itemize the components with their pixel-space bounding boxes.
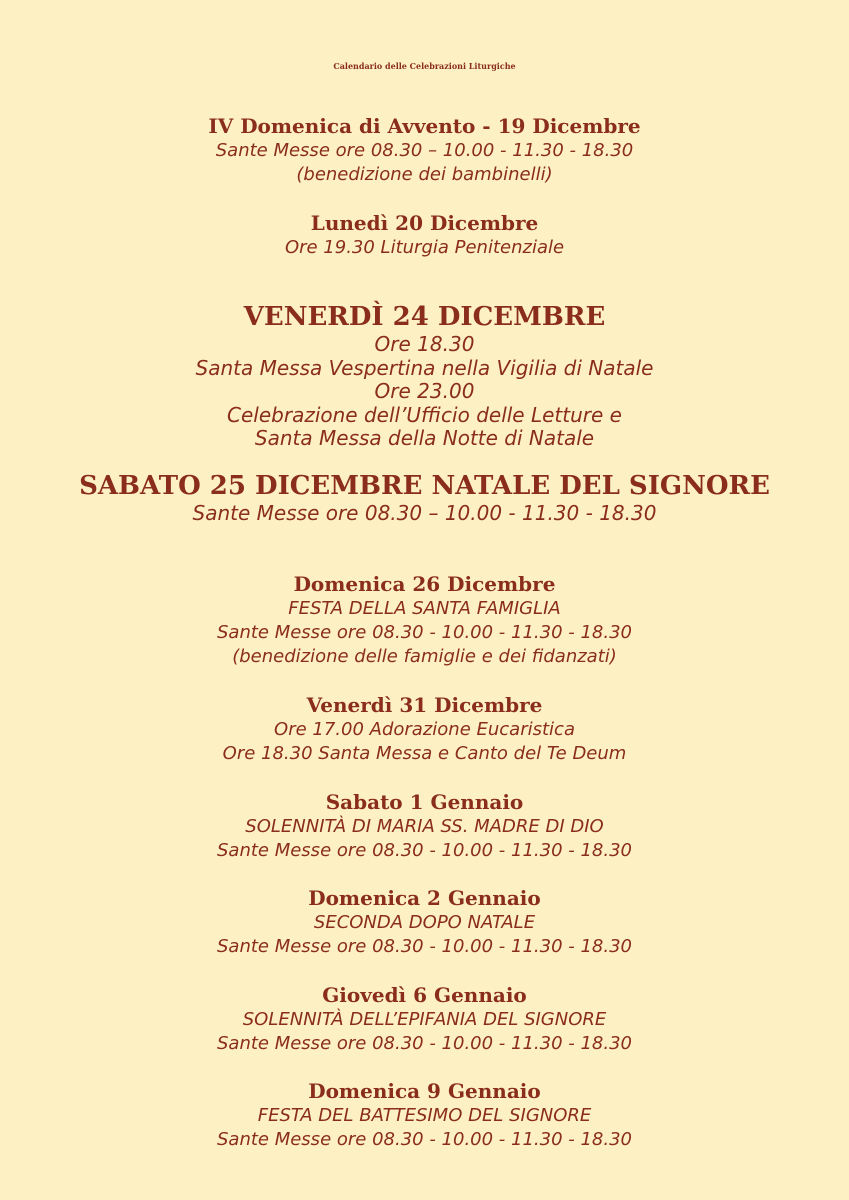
event-line: Santa Messa della Notte di Natale [254,426,595,450]
page-title: Calendario delle Celebrazioni Liturgiche [333,61,516,71]
event-line: Ore 23.00 [374,379,475,403]
event-line: FESTA DELLA SANTA FAMIGLIA [288,598,561,619]
event-block-19-dicembre [0,113,849,187]
event-title: Lunedì 20 Dicembre [310,211,539,235]
event-title: Venerdì 31 Dicembre [306,693,543,717]
event-title: Giovedì 6 Gennaio [322,983,527,1007]
event-block-1-gennaio [0,789,849,863]
event-block-20-dicembre [0,210,849,260]
event-block-6-gennaio [0,982,849,1056]
event-line: Sante Messe ore 08.30 - 10.00 - 11.30 - 18.30 [216,1033,633,1054]
event-line: Sante Messe ore 08.30 – 10.00 - 11.30 - 18.30 [215,140,634,161]
event-block-26-dicembre [0,571,849,669]
event-line: (benedizione dei bambinelli) [296,164,553,185]
event-line: Ore 19.30 Liturgia Penitenziale [284,237,565,258]
event-title: IV Domenica di Avvento - 19 Dicembre [208,114,641,138]
event-line: Sante Messe ore 08.30 - 10.00 - 11.30 - 18.30 [216,840,633,861]
event-line: SOLENNITÀ DELL’EPIFANIA DEL SIGNORE [242,1009,607,1030]
event-title: Domenica 9 Gennaio [308,1079,541,1103]
event-line: Sante Messe ore 08.30 - 10.00 - 11.30 - 18.30 [216,622,633,643]
event-line: Sante Messe ore 08.30 - 10.00 - 11.30 - 18.30 [216,936,633,957]
event-line: FESTA DEL BATTESIMO DEL SIGNORE [257,1105,592,1126]
event-line: Celebrazione dell’Ufficio delle Letture e [227,402,622,427]
event-title: VENERDÌ 24 DICEMBRE [243,302,606,332]
event-block-24-dicembre [0,301,849,451]
event-block-25-dicembre [0,470,849,526]
event-line: (benedizione delle famiglie e dei fidanzati) [232,646,617,667]
event-title: Domenica 2 Gennaio [308,886,541,910]
event-line: Ore 18.30 [374,332,475,356]
event-title: Sabato 1 Gennaio [325,790,524,814]
event-line: SOLENNITÀ DI MARIA SS. MADRE DI DIO [245,816,604,837]
event-line: Santa Messa Vespertina nella Vigilia di Natale [195,355,654,380]
event-title: SABATO 25 DICEMBRE NATALE DEL SIGNORE [79,471,770,501]
event-title: Domenica 26 Dicembre [293,572,556,596]
event-line: Sante Messe ore 08.30 - 10.00 - 11.30 - 18.30 [216,1129,633,1150]
event-line: Ore 17.00 Adorazione Eucaristica [274,719,575,740]
event-block-9-gennaio [0,1078,849,1152]
event-line: Ore 18.30 Santa Messa e Canto del Te Deum [222,743,627,764]
event-line: Sante Messe ore 08.30 – 10.00 - 11.30 - 18.30 [192,501,657,525]
event-line: SECONDA DOPO NATALE [313,912,536,933]
event-block-2-gennaio [0,885,849,959]
event-block-31-dicembre [0,692,849,766]
